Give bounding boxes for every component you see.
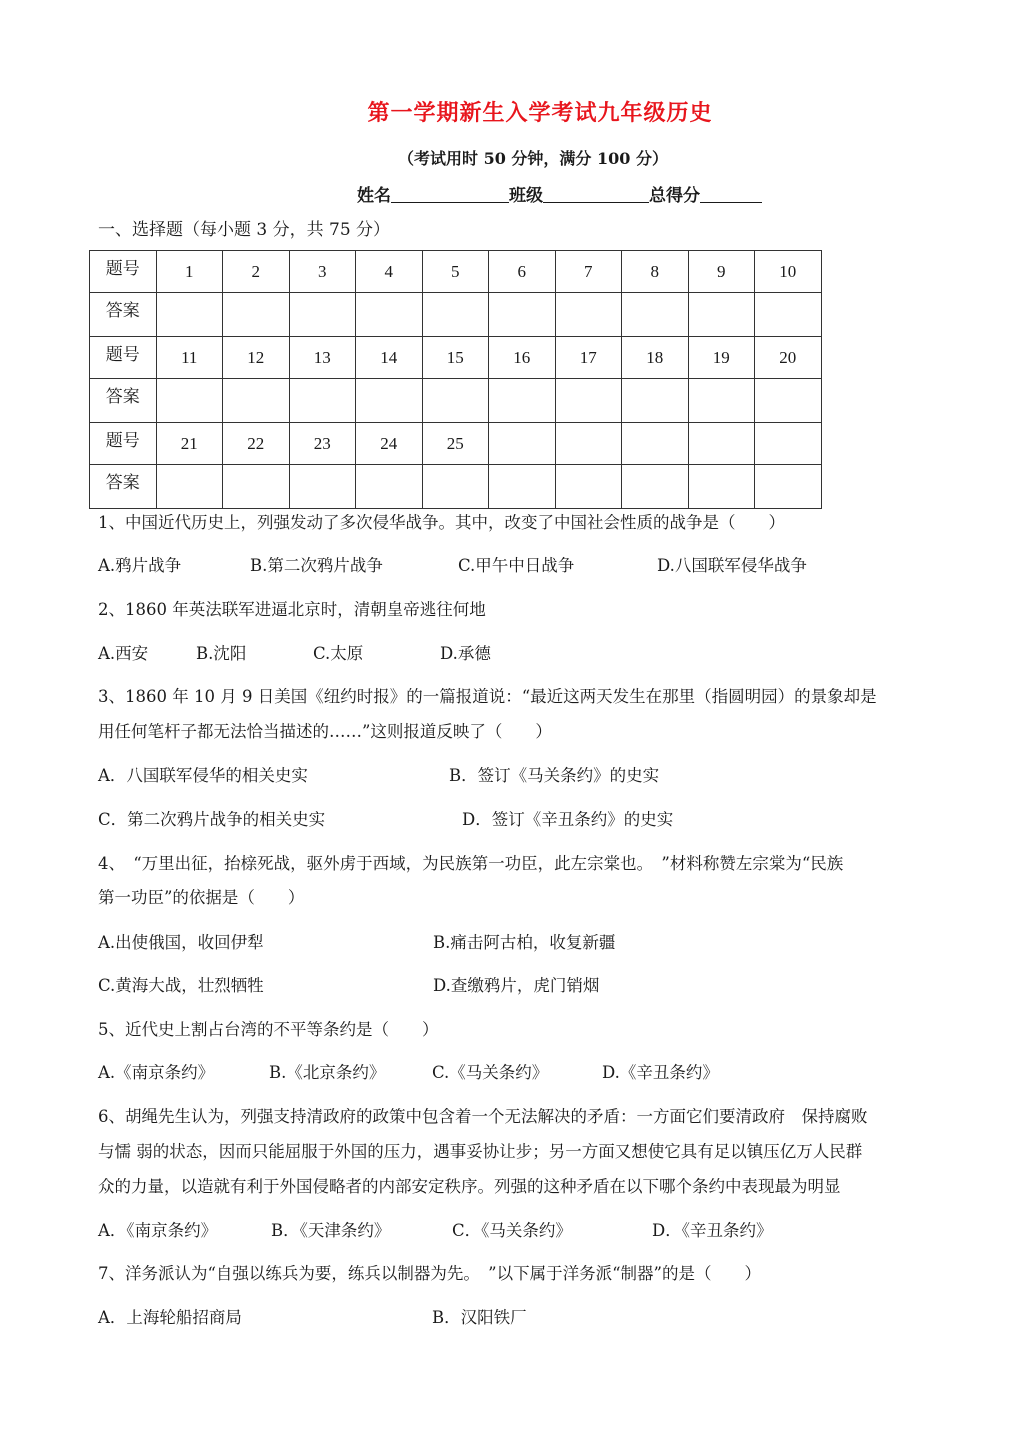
question-number (755, 423, 822, 465)
answer-cell[interactable] (489, 379, 556, 423)
question-4-option-b[interactable]: B.痛击阿古柏，收复新疆 (433, 933, 616, 952)
question-number: 12 (223, 337, 290, 379)
class-blank[interactable] (543, 184, 649, 203)
section-title: 一、选择题（每小题 3 分，共 75 分） (98, 220, 391, 240)
answer-cell[interactable] (489, 293, 556, 337)
question-1-stem: 1、中国近代历史上，列强发动了多次侵华战争。其中，改变了中国社会性质的战争是（ ） (98, 513, 785, 532)
score-blank[interactable] (700, 184, 762, 203)
question-number: 4 (356, 251, 423, 293)
question-number: 9 (688, 251, 755, 293)
question-number: 3 (289, 251, 356, 293)
answer-cell[interactable] (622, 379, 689, 423)
question-6-option-a[interactable]: A．《南京条约》 (98, 1221, 218, 1240)
question-number: 7 (555, 251, 622, 293)
question-number: 13 (289, 337, 356, 379)
question-2-option-a[interactable]: A.西安 (98, 644, 149, 663)
question-3-option-a[interactable]: A．八国联军侵华的相关史实 (98, 766, 308, 785)
row-label-answer: 答案 (90, 293, 157, 337)
answer-table (89, 250, 822, 509)
answer-cell[interactable] (422, 465, 489, 509)
question-number (489, 423, 556, 465)
question-6-stem-line-1: 6、胡绳先生认为，列强支持清政府的政策中包含着一个无法解决的矛盾：一方面它们要清政府 保持腐败 (98, 1107, 868, 1126)
question-number (688, 423, 755, 465)
question-number (622, 423, 689, 465)
answer-cell[interactable] (356, 379, 423, 423)
question-number: 8 (622, 251, 689, 293)
question-5-option-b[interactable]: B.《北京条约》 (269, 1063, 386, 1082)
question-5-option-c[interactable]: C.《马关条约》 (432, 1063, 549, 1082)
answer-cell[interactable] (755, 379, 822, 423)
question-number: 23 (289, 423, 356, 465)
number-row (90, 423, 822, 465)
answer-cell[interactable] (289, 293, 356, 337)
name-label: 姓名 (357, 186, 391, 206)
question-number: 17 (555, 337, 622, 379)
question-number: 14 (356, 337, 423, 379)
question-4-stem-line-2: 第一功臣”的依据是（ ） (98, 888, 305, 907)
student-info-line (357, 181, 762, 206)
question-3-option-d[interactable]: D．签订《辛丑条约》的史实 (462, 810, 674, 829)
question-number: 18 (622, 337, 689, 379)
question-number: 16 (489, 337, 556, 379)
answer-cell[interactable] (156, 293, 223, 337)
question-4-option-a[interactable]: A.出使俄国，收回伊犁 (98, 933, 264, 952)
question-2-stem: 2、1860 年英法联军进逼北京时，清朝皇帝逃往何地 (98, 600, 486, 619)
question-2-option-d[interactable]: D.承德 (440, 644, 491, 663)
row-label-answer: 答案 (90, 379, 157, 423)
question-number: 24 (356, 423, 423, 465)
question-number: 10 (755, 251, 822, 293)
question-1-option-d[interactable]: D.八国联军侵华战争 (657, 556, 807, 575)
question-1-option-c[interactable]: C.甲午中日战争 (458, 556, 575, 575)
answer-cell[interactable] (622, 465, 689, 509)
answer-row (90, 379, 822, 423)
question-number: 1 (156, 251, 223, 293)
answer-cell[interactable] (555, 379, 622, 423)
question-number: 20 (755, 337, 822, 379)
question-6-stem-line-3: 众的力量，以造就有利于外国侵略者的内部安定秩序。列强的这种矛盾在以下哪个条约中表现最为明显 (98, 1177, 841, 1196)
question-number: 6 (489, 251, 556, 293)
number-row (90, 337, 822, 379)
question-7-option-b[interactable]: B．汉阳铁厂 (432, 1308, 527, 1327)
answer-cell[interactable] (356, 465, 423, 509)
question-6-option-c[interactable]: C．《马关条约》 (452, 1221, 572, 1240)
question-7-option-a[interactable]: A．上海轮船招商局 (98, 1308, 242, 1327)
answer-cell[interactable] (555, 465, 622, 509)
answer-cell[interactable] (289, 379, 356, 423)
answer-row (90, 293, 822, 337)
question-6-stem-line-2: 与懦 弱的状态，因而只能屈服于外国的压力，遇事妥协让步；另一方面又想使它具有足以镇压亿万人民群 (98, 1142, 863, 1161)
answer-cell[interactable] (688, 293, 755, 337)
name-blank[interactable] (391, 184, 509, 203)
answer-cell[interactable] (688, 465, 755, 509)
question-number (555, 423, 622, 465)
answer-cell[interactable] (156, 379, 223, 423)
score-label: 总得分 (649, 186, 700, 206)
answer-row (90, 465, 822, 509)
question-number: 15 (422, 337, 489, 379)
answer-cell[interactable] (422, 379, 489, 423)
answer-cell[interactable] (622, 293, 689, 337)
number-row (90, 251, 822, 293)
answer-cell[interactable] (422, 293, 489, 337)
question-6-option-d[interactable]: D．《辛丑条约》 (652, 1221, 773, 1240)
answer-cell[interactable] (555, 293, 622, 337)
question-7-stem: 7、洋务派认为“自强以练兵为要，练兵以制器为先。 ”以下属于洋务派“制器”的是（ ） (98, 1264, 761, 1283)
answer-cell[interactable] (156, 465, 223, 509)
question-3-stem-line-2: 用任何笔杆子都无法恰当描述的……”这则报道反映了（ ） (98, 722, 552, 741)
question-4-option-c[interactable]: C.黄海大战，壮烈牺牲 (98, 976, 264, 995)
question-number: 19 (688, 337, 755, 379)
row-label-number: 题号 (90, 423, 157, 465)
row-label-number: 题号 (90, 337, 157, 379)
question-2-option-b[interactable]: B.沈阳 (196, 644, 247, 663)
question-5-option-a[interactable]: A.《南京条约》 (98, 1063, 215, 1082)
question-number: 22 (223, 423, 290, 465)
question-3-option-c[interactable]: C．第二次鸦片战争的相关史实 (98, 810, 326, 829)
answer-cell[interactable] (755, 465, 822, 509)
answer-cell[interactable] (755, 293, 822, 337)
question-1-option-b[interactable]: B.第二次鸦片战争 (250, 556, 383, 575)
question-3-option-b[interactable]: B．签订《马关条约》的史实 (449, 766, 660, 785)
question-number: 2 (223, 251, 290, 293)
question-number: 5 (422, 251, 489, 293)
question-number: 25 (422, 423, 489, 465)
answer-cell[interactable] (223, 465, 290, 509)
row-label-answer: 答案 (90, 465, 157, 509)
question-4-option-d[interactable]: D.查缴鸦片，虎门销烟 (433, 976, 600, 995)
question-5-option-d[interactable]: D.《辛丑条约》 (602, 1063, 719, 1082)
question-number: 21 (156, 423, 223, 465)
answer-cell[interactable] (289, 465, 356, 509)
row-label-number: 题号 (90, 251, 157, 293)
answer-cell[interactable] (489, 465, 556, 509)
answer-cell[interactable] (356, 293, 423, 337)
question-5-stem: 5、近代史上割占台湾的不平等条约是（ ） (98, 1020, 439, 1039)
exam-title: 第一学期新生入学考试九年级历史 (367, 100, 713, 126)
question-2-option-c[interactable]: C.太原 (313, 644, 364, 663)
question-1-option-a[interactable]: A.鸦片战争 (98, 556, 182, 575)
answer-cell[interactable] (688, 379, 755, 423)
question-number: 11 (156, 337, 223, 379)
question-4-stem-line-1: 4、 “万里出征，抬榇死战，驱外虏于西域，为民族第一功臣，此左宗棠也。 ”材料称赞左宗棠为“民族 (98, 854, 844, 873)
answer-cell[interactable] (223, 293, 290, 337)
question-3-stem-line-1: 3、1860 年 10 月 9 日美国《纽约时报》的一篇报道说：“最近这两天发生在那里（指圆明园）的景象却是 (98, 687, 877, 706)
answer-cell[interactable] (223, 379, 290, 423)
exam-subtitle: （考试用时 50 分钟，满分 100 分） (398, 149, 668, 168)
question-6-option-b[interactable]: B．《天津条约》 (271, 1221, 391, 1240)
class-label: 班级 (509, 186, 543, 206)
